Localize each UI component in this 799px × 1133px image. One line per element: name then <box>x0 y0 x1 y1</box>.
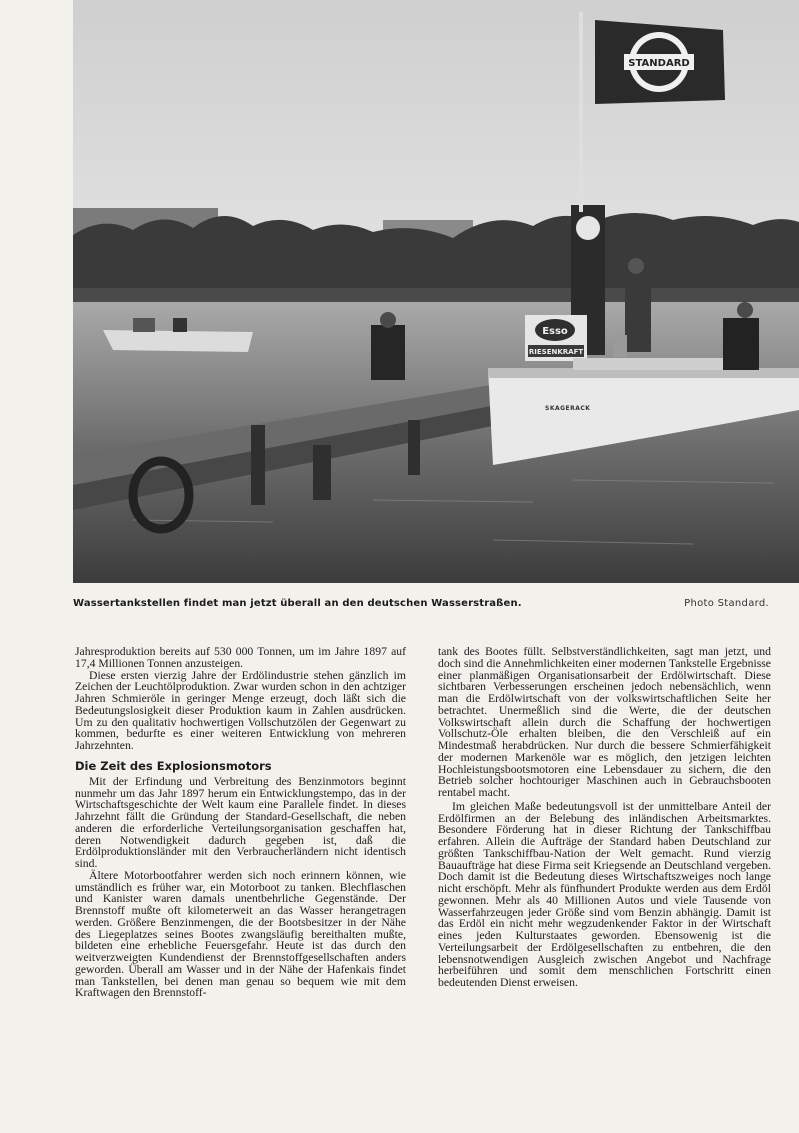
esso-sign-logo: Esso <box>542 326 568 337</box>
flag-label: STANDARD <box>628 58 690 69</box>
harbor-photo <box>73 0 799 583</box>
esso-sign-slogan: RIESENKRAFT <box>528 348 584 356</box>
right-column <box>438 646 771 989</box>
section-heading: Die Zeit des Explosionsmotors <box>75 758 272 773</box>
photo-illustration <box>73 0 799 583</box>
right-paragraph-2: Im gleichen Maße bedeutungsvoll ist der unmittelbare Anteil der Erdölfirmen an der Belebung des inländischen Arbeitsmarktes. Besondere Förderung hat in dieser Richtung der Tankschiffbau erfahren. Allein die Aufträge der Standard haben Deutschland zur größten Tankschiffbau-Nation der Welt gemacht. Rund vierzig Bauaufträge hat diese Firma seit Kriegsende an Deutschland vergeben. Doch damit ist die Bedeutung dieses Wirtschaftszweiges noch lange nicht erschöpft. Mehr als fünfhundert Produkte werden aus dem Erdöl gewonnen. Mehr als 40 Millionen Autos und viele Tausende von Wasserfahrzeugen jeder Größe sind vom Benzin abhängig. Damit ist das Erdöl ein nicht mehr wegzudenkender Faktor in der Wirtschaft eines jeden Kulturstaates geworden. Ebensowenig ist die Verteilungsarbeit der Erdölgesellschaften zu entbehren, die den lebensnotwendigen Ausgleich zwischen Angebot und Nachfrage herbeiführen und somit dem menschlichen Fortschritt einen bedeutenden Dienst erweisen. <box>438 799 771 989</box>
photo-credit: Photo Standard. <box>684 598 769 609</box>
left-column <box>75 646 406 999</box>
left-paragraph-2: Diese ersten vierzig Jahre der Erdölindustrie stehen gänzlich im Zeichen der Leuchtölproduktion. Zwar wurden schon in den achtziger Jahren Schmieröle in geringer Menge erzeugt, doch läßt sich die Bedeutungslosigkeit dieser Produktion kaum in Zahlen ausdrücken. Um zu den qualitativ hochwertigen Vollschutzölen der Gegenwart zu kommen, bedurfte es einer weiteren Entwicklung von mehreren Jahrzehnten. <box>75 668 406 752</box>
boat-name: SKAGERACK <box>545 405 591 412</box>
photo-caption: Wassertankstellen findet man jetzt überall an den deutschen Wasserstraßen. <box>73 598 522 609</box>
left-paragraph-3: Mit der Erfindung und Verbreitung des Benzinmotors beginnt nunmehr um das Jahr 1897 herum ein Entwicklungstempo, das in der Wirtschaftsgeschichte der Welt kaum eine Parallele findet. In dieses Jahrzehnt fällt die Gründung der Standard-Gesellschaft, die neben anderen die erforderliche Verteilungsorganisation geschaffen hat, deren Notwendigkeit dadurch gegeben ist, daß die Erdölproduktionsländer mit den Verbraucherländern nicht identisch sind. <box>75 774 406 870</box>
right-paragraph-1: tank des Bootes füllt. Selbstverständlichkeiten, sagt man jetzt, und doch sind die Annehmlichkeiten einer modernen Tankstelle Ergebnisse einer planmäßigen Organisationsarbeit der Erdölwirtschaft. Diese sichtbaren Verbesserungen erscheinen jedoch nebensächlich, wenn man die Erdölwirtschaft von der volkswirtschaftlichen Seite her betrachtet. Unermeßlich sind die Werte, die der deutschen Volkswirtschaft allein durch die Schaffung der hochwertigen Vollschutz-Öle erhalten bleiben, die den Verschleiß auf ein Mindestmaß herabdrücken. Nur durch die bessere Schmierfähigkeit der modernen Markenöle war es möglich, den jetzigen leichten Hochleistungsbootsmotoren eine Lebensdauer zu sichern, die den Betrieb solcher hochtouriger Maschinen auch in Gebrauchsbooten rentabel macht. <box>438 645 771 799</box>
left-paragraph-1: Jahresproduktion bereits auf 530 000 Tonnen, um im Jahre 1897 auf 17,4 Millionen Tonnen anzusteigen. <box>75 645 406 670</box>
left-paragraph-4: Ältere Motorbootfahrer werden sich noch erinnern können, wie umständlich es früher war, ein Motorboot zu tanken. Blechflaschen und Kanister waren damals unentbehrliche Gegenstände. Der Brennstoff mußte oft kilometerweit an das Wasser herangetragen werden. Größere Benzinmengen, die der Bootsbesitzer in der Nähe des Liegeplatzes seines Bootes zwangsläufig bereithalten mußte, bildeten eine erhebliche Feuersgefahr. Heute ist das durch den weitverzweigten Kundendienst der Brennstoffgesellschaften anders geworden. Überall am Wasser und in der Nähe der Hafenkais findet man Tankstellen, bei denen man genau so bequem wie mit dem Kraftwagen den Brennstoff- <box>75 868 406 1000</box>
